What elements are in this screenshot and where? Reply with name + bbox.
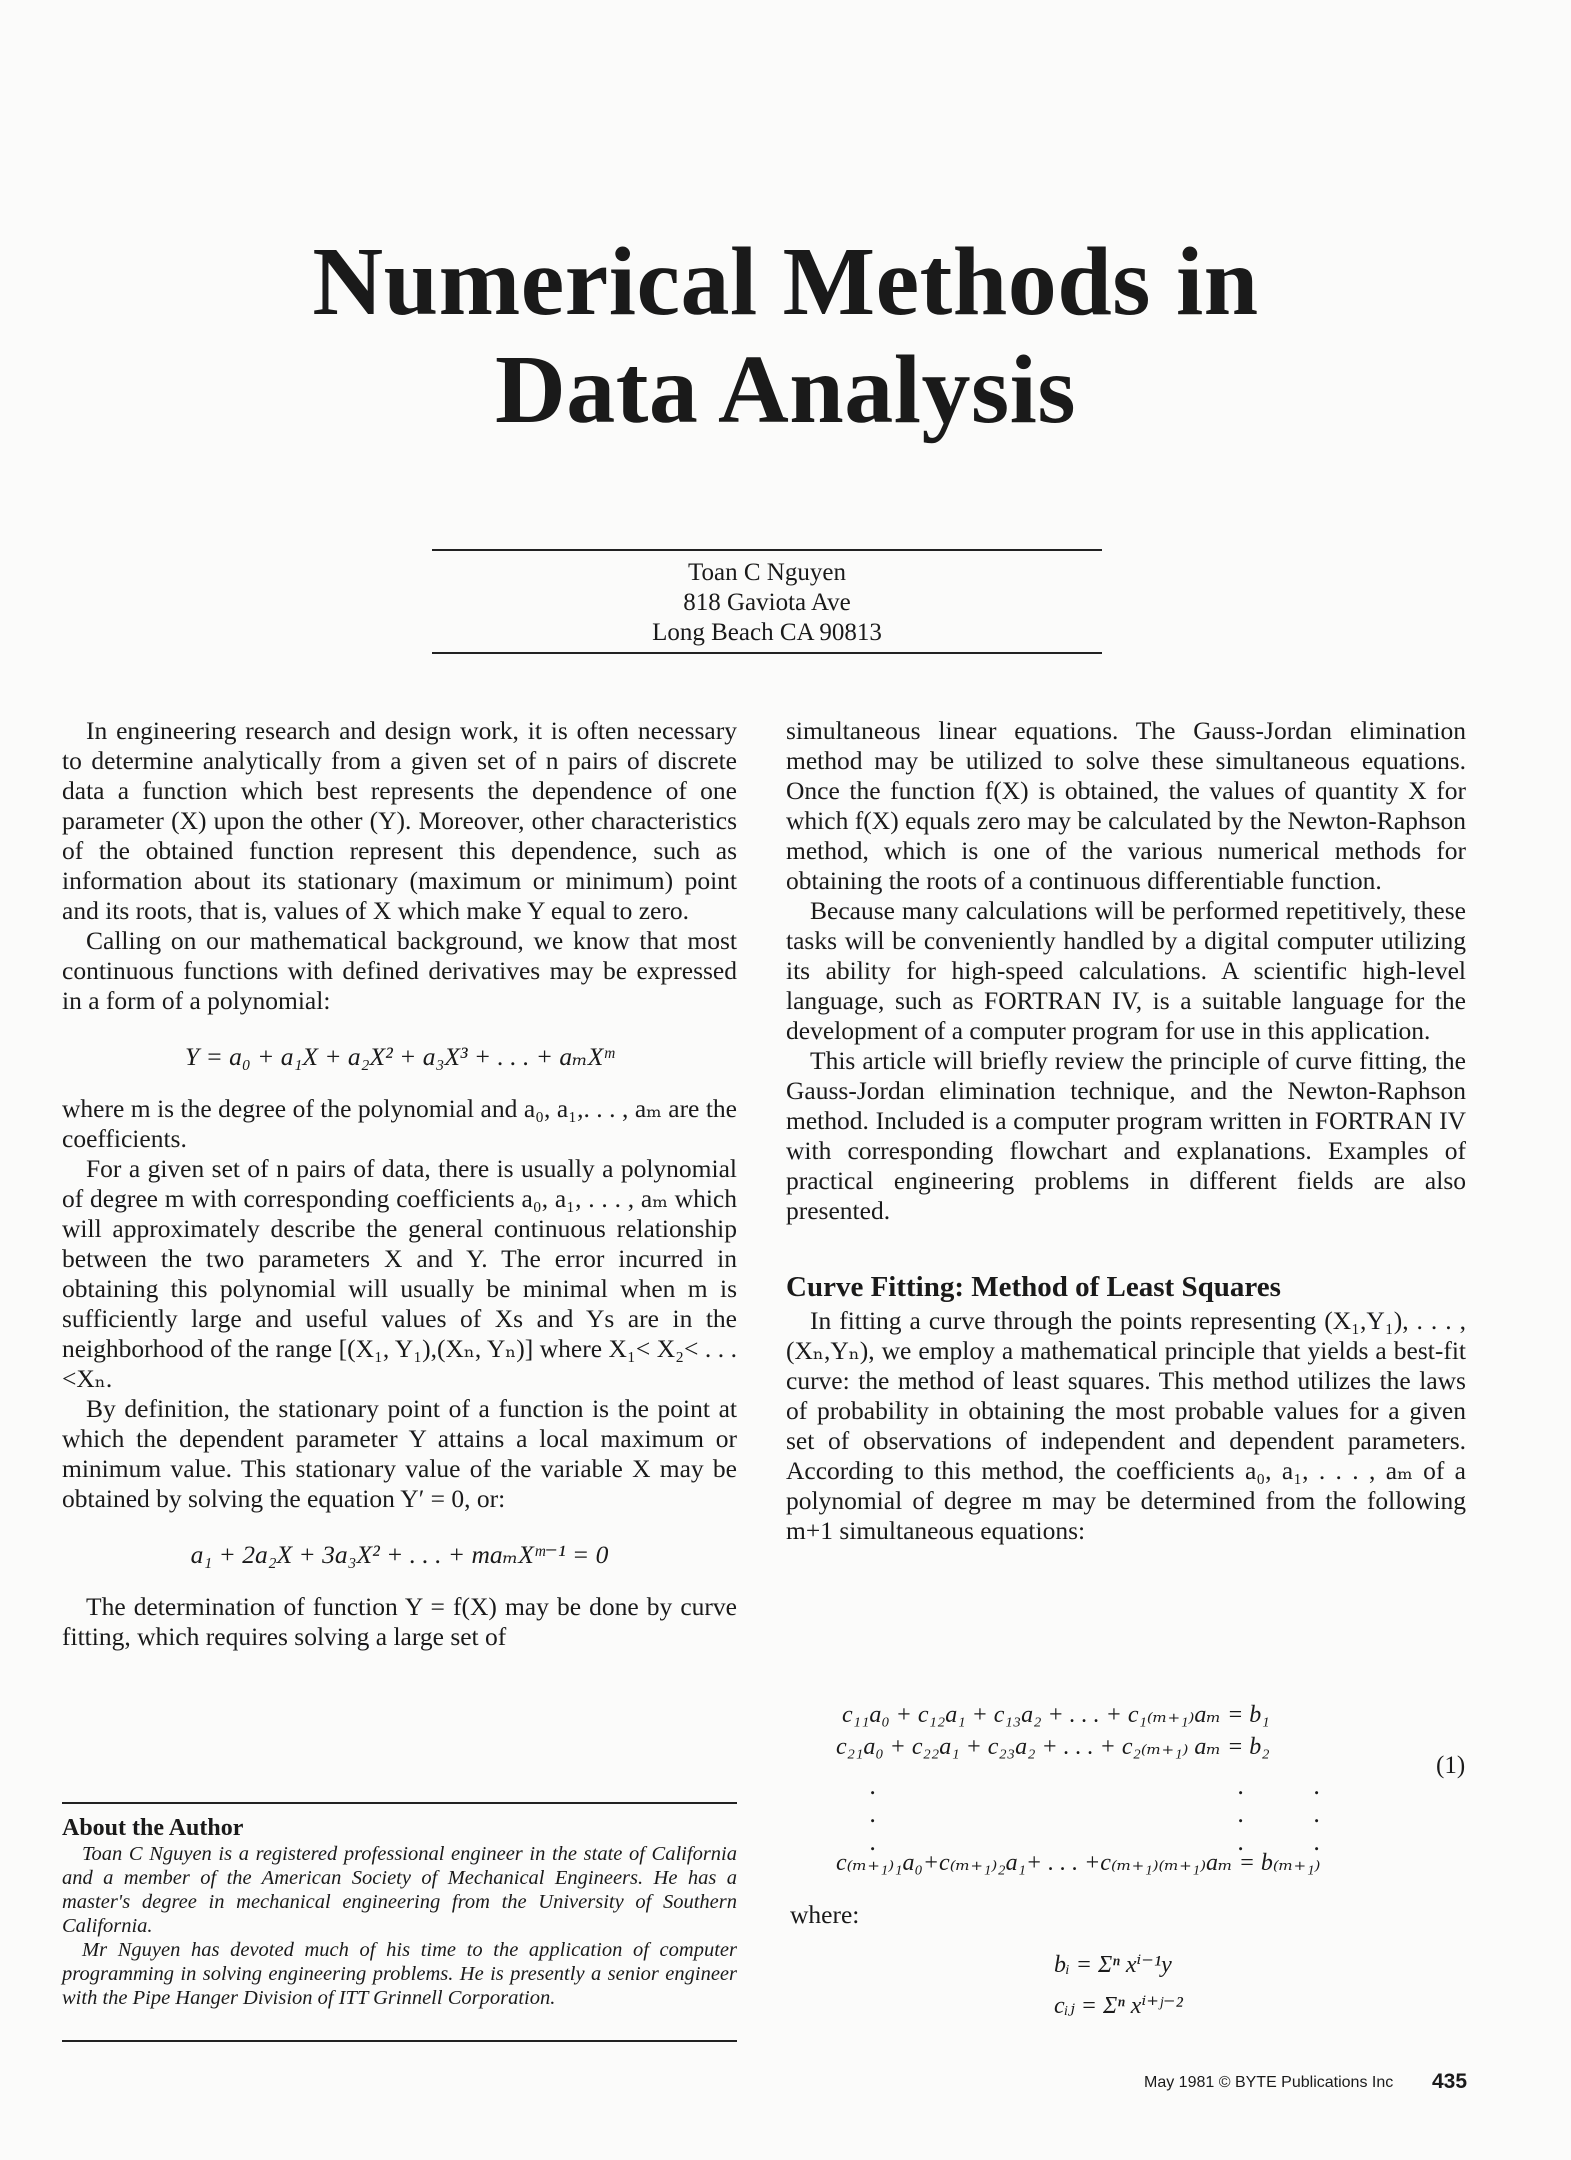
about-rule-bottom [62,2040,737,2042]
system-row-1: c₁₁a₀ + c₁₂a₁ + c₁₃a₂ + . . . + c₁₍ₘ₊₁₎aₘ = b₁ [842,1702,1270,1728]
left-paragraph-2: Calling on our mathematical background, we know that most continuous functions with defined derivatives may be expressed in a form of a polynomial: [62,926,737,1015]
page-number: 435 [1432,2070,1468,2093]
title-line-1: Numerical Methods in [312,228,1259,336]
right-column [786,716,1466,1546]
author-street: 818 Gaviota Ave [683,589,851,616]
left-paragraph-6: The determination of function Y = f(X) may be done by curve fitting, which requires solving a large set of [62,1592,737,1651]
right-paragraph-4: In fitting a curve through the points representing (X₁,Y₁), . . . , (Xₙ,Yₙ), we employ a mathematical principle that yields a best-fit curve: the method of least squares. This method utilizes the laws of probability in obtaining the most probable values for a given set of observations of independent and dependent parameters. According to this method, the coefficients a₀, a₁, . . . , aₘ of a polynomial of degree m may be determined from the following m+1 simultaneous equations: [786,1306,1466,1545]
definition-c: cᵢⱼ = Σⁿ xⁱ⁺ʲ⁻² [1054,1993,1183,2019]
article-title [0,228,1571,444]
section-heading: Curve Fitting: Method of Least Squares [786,1271,1281,1303]
author-rule-top [432,549,1102,551]
polynomial-equation: Y = a₀ + a₁X + a₂X² + a₃X³ + . . . + aₘXᵐ [185,1042,614,1071]
derivative-equation: a₁ + 2a₂X + 3a₃X² + . . . + maₘXᵐ⁻¹ = 0 [190,1540,609,1569]
right-paragraph-1: simultaneous linear equations. The Gauss-Jordan elimination method may be utilized to solve these simultaneous equations. Once the function f(X) is obtained, the values of quantity X for which f(X) equals zero may be calculated by the Newton-Raphson method, which is one of the various numerical methods for obtaining the roots of a continuous differentiable function. [786,716,1466,895]
left-column [62,716,737,1652]
equation-number: (1) [1436,1752,1466,1779]
system-row-last: c₍ₘ₊₁₎₁a₀+c₍ₘ₊₁₎₂a₁+ . . . +c₍ₘ₊₁₎₍ₘ₊₁₎aₘ = b₍ₘ₊₁₎ [836,1850,1321,1876]
vertical-ellipsis-left: . . . [870,1771,877,1856]
left-paragraph-1: In engineering research and design work, it is often necessary to determine analytically from a given set of n pairs of discrete data a function which best represents the dependence of one parameter (X) upon the other (Y). Moreover, other characteristics of the obtained function represent this dependence, such as information about its stationary (maximum or minimum) point and its roots, that is, values of X which make Y equal to zero. [62,716,737,925]
author-name: Toan C Nguyen [688,559,846,586]
vertical-ellipsis-mid: . . . [1238,1771,1245,1856]
right-paragraph-2: Because many calculations will be performed repetitively, these tasks will be conveniently handled by a digital computer utilizing its ability for high-speed calculations. A scientific high-level language, such as FORTRAN IV, is a suitable language for the development of a computer program for use in this application. [786,896,1466,1045]
about-heading: About the Author [62,1815,244,1841]
about-paragraph-2: Mr Nguyen has devoted much of his time to the application of computer programming in solving engineering problems. He is presently a senior engineer with the Pipe Hanger Division of ITT Grinnell Corporation. [62,1939,737,2009]
coefficient-definitions [1054,1950,1183,2020]
author-rule-bottom [432,652,1102,654]
where-label: where: [790,1900,860,1929]
left-paragraph-5: By definition, the stationary point of a function is the point at which the dependent parameter Y attains a local maximum or minimum value. This stationary value of the variable X may be obtained by solving the equation Y′ = 0, or: [62,1394,737,1513]
author-city: Long Beach CA 90813 [652,619,882,646]
left-paragraph-3: where m is the degree of the polynomial and a₀, a₁,. . . , aₘ are the coefficients. [62,1094,737,1153]
vertical-ellipsis-right: . . . [1314,1771,1321,1856]
about-paragraph-1: Toan C Nguyen is a registered professional engineer in the state of California and a member of the American Society of Mechanical Engineers. He has a master's degree in mechanical engineering from the University of Southern California. [62,1843,737,1937]
system-row-2: c₂₁a₀ + c₂₂a₁ + c₂₃a₂ + . . . + c₂₍ₘ₊₁₎ aₘ = b₂ [836,1734,1270,1760]
title-line-2: Data Analysis [494,336,1076,444]
author-block [432,558,1102,648]
right-paragraph-3: This article will briefly review the principle of curve fitting, the Gauss-Jordan elimination technique, and the Newton-Raphson method. Included is a computer program written in FORTRAN IV with corresponding flowchart and explanations. Examples of practical engineering problems in different fields are also presented. [786,1046,1466,1225]
footer-credit: May 1981 © BYTE Publications Inc [1144,2074,1394,2091]
definition-b: bᵢ = Σⁿ xⁱ⁻¹y [1054,1952,1172,1978]
left-paragraph-4: For a given set of n pairs of data, there is usually a polynomial of degree m with corresponding coefficients a₀, a₁, . . . , aₘ which will approximately describe the general continuous relationship between the two parameters X and Y. The error incurred in obtaining this polynomial will usually be minimal when m is sufficiently large and useful values of Xs and Ys are in the neighborhood of the range [(X₁, Y₁),(Xₙ, Yₙ)] where X₁< X₂< . . . <Xₙ. [62,1154,737,1393]
about-author-box [62,1802,737,2010]
